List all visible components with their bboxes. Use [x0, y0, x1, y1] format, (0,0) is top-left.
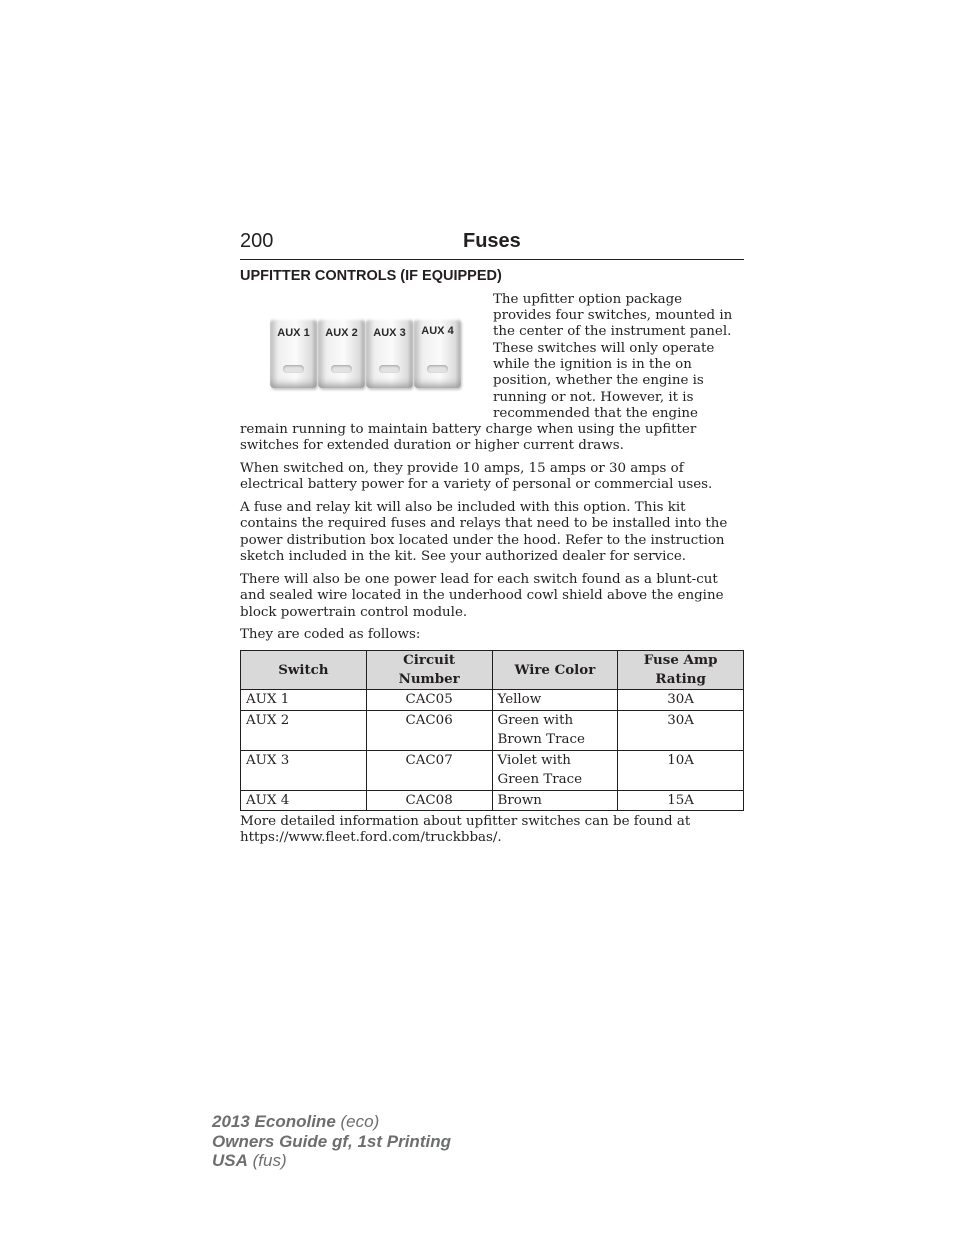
table-cell: AUX 1 — [241, 690, 367, 711]
aux-1-switch — [270, 318, 317, 388]
paragraph-more-info: More detailed information about upfitter switches can be found at https://www.fleet.ford.com/truckbbas/. — [240, 814, 691, 846]
column-header: Wire Color — [492, 651, 618, 690]
intro-line: running or not. However, it is — [493, 390, 694, 405]
intro-line: position, whether the engine is — [493, 373, 704, 388]
footer-model-code: (eco) — [340, 1112, 380, 1131]
column-header: Switch — [241, 651, 367, 690]
footer-line-1 — [212, 1112, 451, 1132]
intro-continuation: remain running to maintain battery charge when using the upfitter switches for extended duration or higher current draws. — [240, 422, 697, 454]
table-cell: Violet with Green Trace — [492, 750, 618, 790]
column-header: Circuit Number — [366, 651, 492, 690]
table-row — [241, 690, 744, 711]
switch-label: AUX 4 — [421, 325, 454, 337]
column-header: Fuse Amp Rating — [618, 651, 744, 690]
footer-model: 2013 Econoline — [212, 1112, 336, 1131]
footer-guide: Owners Guide gf, 1st Printing — [212, 1131, 451, 1151]
intro-line: provides four switches, mounted in — [493, 308, 733, 323]
intro-line: while the ignition is in the on — [493, 357, 692, 372]
section-heading: UPFITTER CONTROLS (IF EQUIPPED) — [240, 268, 502, 284]
switch-label: AUX 1 — [277, 327, 310, 339]
table-cell: Yellow — [492, 690, 618, 711]
footer-line-2 — [212, 1132, 451, 1152]
table-cell: AUX 3 — [241, 750, 367, 790]
paragraph-fuse-kit: A fuse and relay kit will also be included with this option. This kit contains the required fuses and relays that need to be installed into the power distribution box located under the hood. Refer to the instruction sketch included in the kit. See your authorized dealer for service. — [240, 500, 728, 565]
switch-notch-icon — [379, 365, 400, 373]
upfitter-switches-figure — [268, 318, 464, 392]
footer-market: USA — [212, 1151, 248, 1170]
page-footer — [212, 1112, 451, 1171]
table-header-row — [241, 651, 744, 690]
intro-line: The upfitter option package — [493, 292, 683, 307]
intro-line: the center of the instrument panel. — [493, 324, 732, 339]
table-cell: 30A — [618, 710, 744, 750]
switch-label: AUX 3 — [373, 327, 406, 339]
table-cell: CAC06 — [366, 710, 492, 750]
table-row — [241, 790, 744, 811]
aux-3-switch — [366, 318, 413, 388]
intro-line: These switches will only operate — [493, 341, 715, 356]
table-cell: 15A — [618, 790, 744, 811]
table-cell: 30A — [618, 690, 744, 711]
switch-label: AUX 2 — [325, 327, 358, 339]
table-row — [241, 750, 744, 790]
table-cell: 10A — [618, 750, 744, 790]
table-cell: CAC08 — [366, 790, 492, 811]
table-cell: CAC07 — [366, 750, 492, 790]
paragraph-coded: They are coded as follows: — [240, 627, 421, 642]
chapter-title: Fuses — [463, 230, 521, 252]
upfitter-table — [240, 650, 744, 811]
aux-2-switch — [318, 318, 365, 388]
footer-line-3 — [212, 1151, 451, 1171]
aux-4-switch — [414, 318, 461, 388]
table-cell: AUX 4 — [241, 790, 367, 811]
footer-market-code: (fus) — [252, 1151, 287, 1170]
table-cell: CAC05 — [366, 690, 492, 711]
paragraph-power: When switched on, they provide 10 amps, 15 amps or 30 amps of electrical battery power for a variety of personal or commercial uses. — [240, 461, 713, 493]
page-header — [240, 229, 744, 260]
switch-notch-icon — [427, 365, 448, 373]
switch-notch-icon — [283, 365, 304, 373]
switch-notch-icon — [331, 365, 352, 373]
intro-line: recommended that the engine — [493, 406, 698, 421]
table-cell: AUX 2 — [241, 710, 367, 750]
table-cell: Green with Brown Trace — [492, 710, 618, 750]
paragraph-power-lead: There will also be one power lead for each switch found as a blunt-cut and sealed wire located in the underhood cowl shield above the engine block powertrain control module. — [240, 572, 724, 620]
table-cell: Brown — [492, 790, 618, 811]
table-row — [241, 710, 744, 750]
page-number: 200 — [240, 230, 274, 252]
